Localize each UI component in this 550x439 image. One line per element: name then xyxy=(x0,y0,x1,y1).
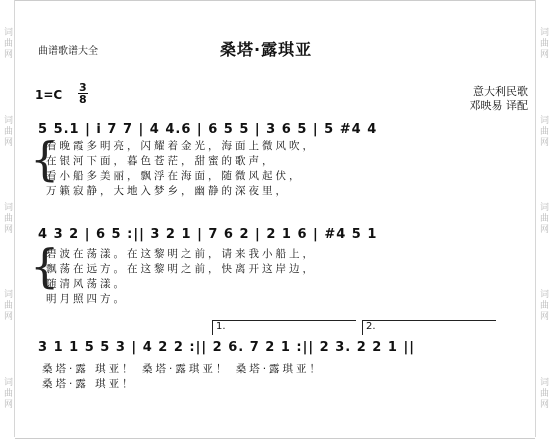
lyric-line: 在银河下面，暮色苍茫，甜蜜的歌声， xyxy=(46,155,276,167)
verse-brace: { xyxy=(30,239,60,293)
song-origin: 意大利民歌 xyxy=(473,85,528,98)
ending-label: 2. xyxy=(366,321,376,332)
watermark-text: 词曲网 xyxy=(2,201,12,235)
lyric-line: 看小船多美丽，飘浮在海面，随微风起伏， xyxy=(46,170,303,182)
time-signature xyxy=(78,82,88,105)
watermark-text: 词曲网 xyxy=(538,201,548,235)
watermark-text: 词曲网 xyxy=(2,376,12,410)
lyric-line: 看晚霞多明亮，闪耀着金光，海面上微风吹， xyxy=(46,140,316,152)
meter-top: 3 xyxy=(79,81,87,94)
meter-bottom: 8 xyxy=(79,93,87,106)
watermark-text: 词曲网 xyxy=(538,376,548,410)
watermark-strip-left xyxy=(0,0,15,437)
source-label: 曲谱歌谱大全 xyxy=(38,46,98,57)
watermark-text: 词曲网 xyxy=(2,27,12,61)
key-signature: 1=C xyxy=(35,88,63,102)
lyric-line: 随清风荡漾。 xyxy=(46,278,127,290)
ending-label: 1. xyxy=(216,321,226,332)
watermark-text: 词曲网 xyxy=(2,289,12,323)
verse-brace: { xyxy=(30,132,60,186)
notation-line-3: 3 1 1 5 5 3 | 4 2 2 :|| 2 6. 7 2 1 :|| 2 3. 2 2 1 || xyxy=(38,340,415,355)
second-ending-bracket xyxy=(362,320,496,335)
watermark-text: 词曲网 xyxy=(538,289,548,323)
lyric-line: 碧波在荡漾。在这黎明之前，请来我小船上， xyxy=(46,248,316,260)
notation-line-1: 5 5.1 | i 7 7 | 4 4.6 | 6 5 5 | 3 6 5 | 5 #4 4 xyxy=(38,122,378,137)
watermark-text: 词曲网 xyxy=(538,27,548,61)
song-title: 桑塔·露琪亚 xyxy=(220,40,313,59)
watermark-strip-right xyxy=(535,0,550,437)
lyric-line: 桑塔·露 琪亚！ xyxy=(42,378,136,390)
lyric-line: 万籁寂静，大地入梦乡，幽静的深夜里， xyxy=(46,185,289,197)
notation-line-2: 4 3 2 | 6 5 :|| 3 2 1 | 7 6 2 | 2 1 6 | #4 5 1 xyxy=(38,227,378,242)
watermark-text: 词曲网 xyxy=(2,114,12,148)
lyric-line: 飘荡在远方。在这黎明之前，快离开这岸边， xyxy=(46,263,316,275)
lyric-line: 明月照四方。 xyxy=(46,293,127,305)
watermark-text: 词曲网 xyxy=(538,114,548,148)
first-ending-bracket xyxy=(212,320,356,335)
lyric-line: 桑塔·露 琪亚！ 桑塔·露琪亚！ 桑塔·露琪亚！ xyxy=(42,363,324,375)
translator-credit: 邓映易 译配 xyxy=(469,99,528,112)
